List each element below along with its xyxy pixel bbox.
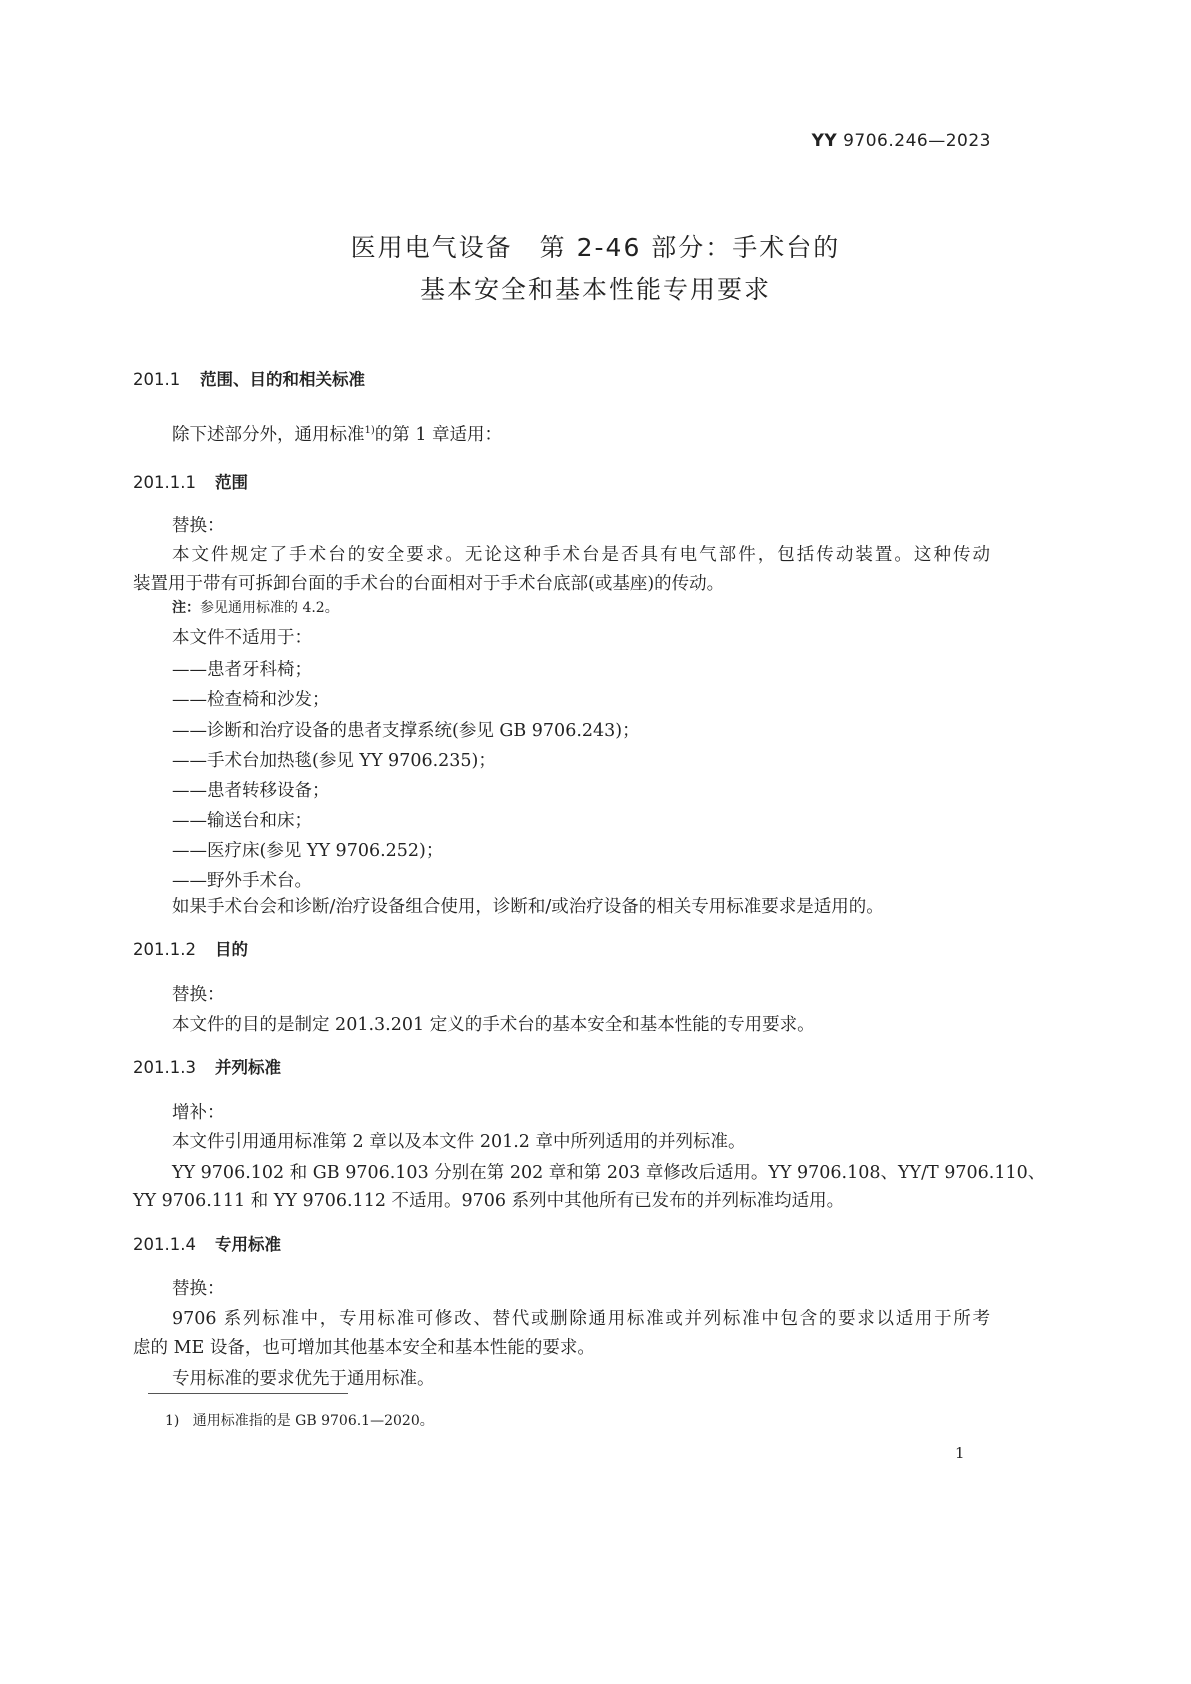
note-label: 注：	[172, 600, 200, 616]
note	[172, 597, 339, 617]
list-item: ——患者牙科椅；	[172, 660, 312, 680]
paragraph: 专用标准的要求优先于通用标准。	[172, 1369, 435, 1389]
intro: 替换：	[172, 516, 225, 536]
code-prefix: YY	[811, 131, 838, 151]
list-item: ——诊断和治疗设备的患者支撑系统(参见 GB 9706.243)；	[172, 721, 640, 741]
paragraph: 本文件的目的是制定 201.3.201 定义的手术台的基本安全和基本性能的专用要求。	[172, 1015, 815, 1035]
section-label: 并列标准	[215, 1058, 281, 1077]
section-number: 201.1.2	[133, 940, 196, 959]
note-text: 参见通用标准的 4.2。	[200, 600, 339, 616]
section-number: 201.1.4	[133, 1235, 196, 1254]
section-label: 范围、目的和相关标准	[200, 370, 365, 389]
paragraph	[172, 421, 502, 446]
intro: 替换：	[172, 985, 225, 1005]
title-line-2: 基本安全和基本性能专用要求	[419, 275, 771, 304]
section-heading-201-1-4	[133, 1231, 281, 1255]
list-item: ——手术台加热毯(参见 YY 9706.235)；	[172, 751, 496, 771]
paragraph: 本文件引用通用标准第 2 章以及本文件 201.2 章中所列适用的并列标准。	[172, 1132, 746, 1152]
intro: 替换：	[172, 1279, 225, 1299]
section-heading-201-1-2	[133, 936, 248, 960]
paragraph: 如果手术台会和诊断/治疗设备组合使用，诊断和/或治疗设备的相关专用标准要求是适用的。	[172, 897, 884, 917]
paragraph-line: YY 9706.102 和 GB 9706.103 分别在第 202 章和第 203 章修改后适用。YY 9706.108、YY/T 9706.110、	[172, 1163, 1046, 1183]
paragraph-line: 装置用于带有可拆卸台面的手术台的台面相对于手术台底部(或基座)的传动。	[133, 574, 725, 594]
section-heading-201-1-1	[133, 469, 248, 493]
list-item: ——检查椅和沙发；	[172, 690, 330, 710]
paragraph: 本文件不适用于：	[172, 628, 312, 648]
intro: 增补：	[172, 1103, 225, 1123]
list-item: ——野外手术台。	[172, 871, 312, 891]
title-line-1: 医用电气设备 第 2-46 部分：手术台的	[350, 233, 841, 262]
footnote-text: 通用标准指的是 GB 9706.1—2020。	[192, 1413, 434, 1429]
list-item: ——输送台和床；	[172, 811, 312, 831]
section-label: 范围	[215, 473, 248, 492]
footnote	[165, 1410, 434, 1430]
section-heading-201-1	[133, 366, 365, 390]
text: 除下述部分外，通用标准	[172, 425, 365, 445]
paragraph-line: YY 9706.111 和 YY 9706.112 不适用。9706 系列中其他所有已发布的并列标准均适用。	[133, 1191, 845, 1211]
section-number: 201.1	[133, 370, 181, 389]
footnote-divider	[148, 1393, 348, 1394]
paragraph-line: 本文件规定了手术台的安全要求。无论这种手术台是否具有电气部件，包括传动装置。这种传动	[172, 545, 990, 565]
text: 的第 1 章适用：	[374, 425, 503, 445]
document-code	[812, 131, 991, 151]
section-number: 201.1.1	[133, 473, 196, 492]
page-number: 1	[955, 1444, 965, 1462]
list-item: ——患者转移设备；	[172, 781, 330, 801]
list-item: ——医疗床(参见 YY 9706.252)；	[172, 841, 444, 861]
section-label: 专用标准	[215, 1235, 281, 1254]
section-label: 目的	[215, 940, 248, 959]
section-heading-201-1-3	[133, 1054, 281, 1078]
section-number: 201.1.3	[133, 1058, 196, 1077]
footnote-mark: 1)	[165, 1413, 180, 1429]
paragraph-line: 9706 系列标准中，专用标准可修改、替代或删除通用标准或并列标准中包含的要求以适用于所考	[172, 1309, 990, 1329]
code-number: 9706.246—2023	[843, 131, 991, 151]
paragraph-line: 虑的 ME 设备，也可增加其他基本安全和基本性能的要求。	[133, 1338, 595, 1358]
footnote-ref: 1)	[364, 425, 375, 437]
